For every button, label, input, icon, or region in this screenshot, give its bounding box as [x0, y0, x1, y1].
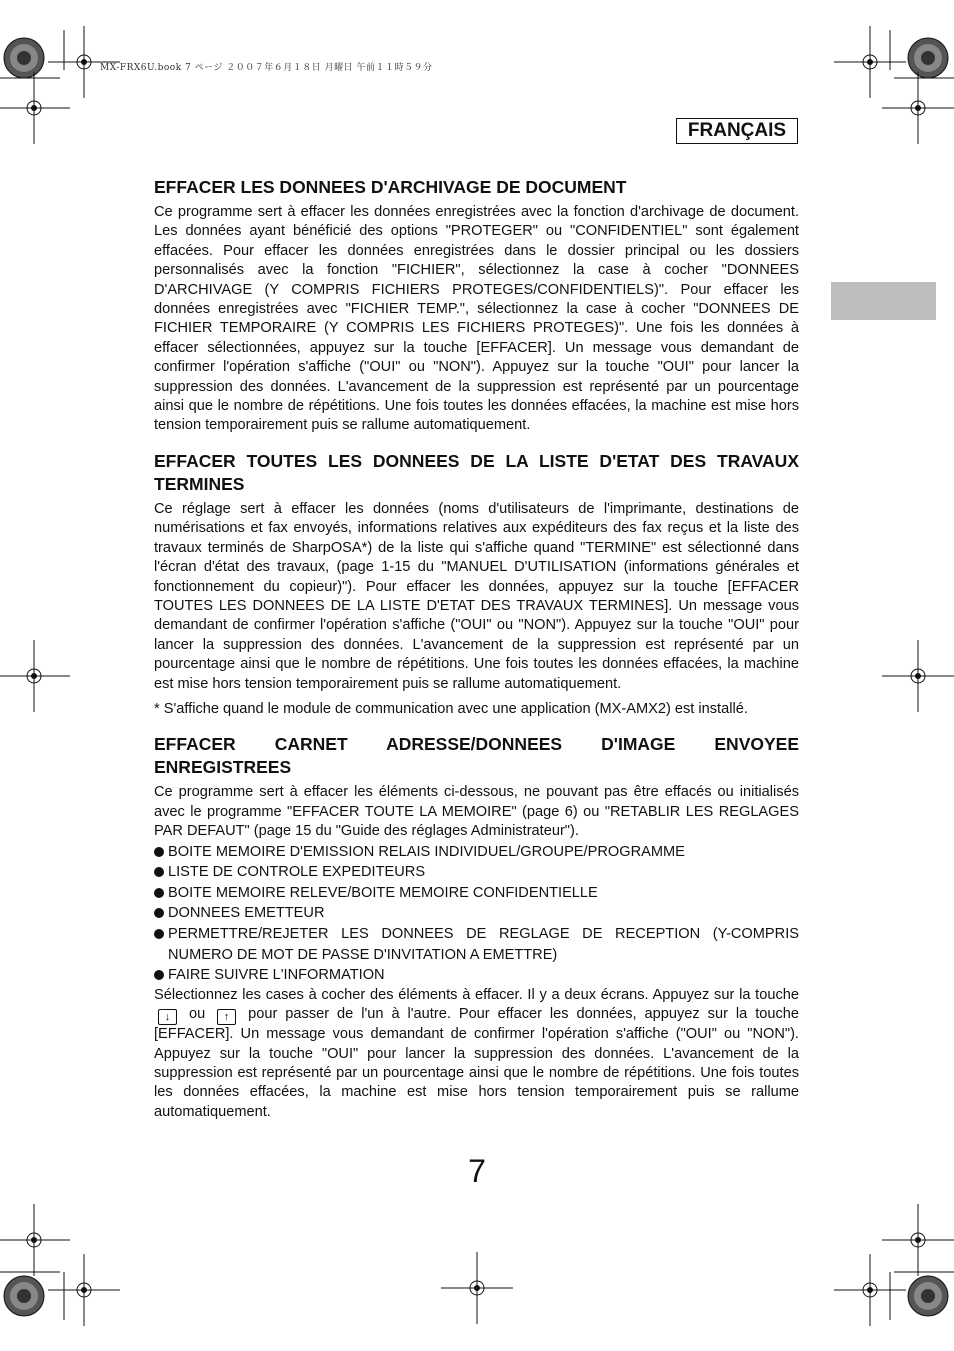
- closing-paragraph: Sélectionnez les cases à cocher des éléments à effacer. Il y a deux écrans. Appuyez sur la touche ↓ ou ↑ pour passer de l'un à l'autre. Pour effacer les données, appuyez sur la touche [EFFACER]. Un message vous demandant de confirmer l'opération s'affiche ("OUI" ou "NON"). Appuyez sur la touche "OUI" pour lancer la suppression des données. L'avancement de la suppression est représenté par un pourcentage ainsi que le nombre de répétitions. Une fois toutes les données effacées, la machine est mise hors tension temporairement puis se rallume automatiquement.: [154, 986, 800, 1120]
- bullet-icon: [154, 847, 164, 857]
- list-item: LISTE DE CONTROLE EXPEDITEURS: [154, 862, 799, 883]
- section-job-status-list: [154, 450, 799, 719]
- arrow-down-key-icon: ↓: [158, 1009, 177, 1025]
- book-file-info: MX-FRX6U.book 7 ページ ２００７年６月１８日 月曜日 午前１１時５９分: [100, 63, 433, 73]
- section-heading: EFFACER CARNET ADRESSE/DONNEES D'IMAGE ENVOYEE ENREGISTREES: [154, 734, 799, 778]
- list-item: FAIRE SUIVRE L'INFORMATION: [154, 965, 799, 986]
- section-body: Ce réglage sert à effacer les données (noms d'utilisateurs de l'imprimante, destinations de numérisations et fax envoyés, informations relatives aux expéditeurs des fax reçus et la liste des travaux terminés de SharpOSA*) de la liste qui s'affiche quand "TERMINE" est sélectionné dans l'écran d'état des travaux, (page 1-15 du "MANUEL D'UTILISATION (informations générales et fonctionnement du copieur)"). Pour effacer les données, appuyez sur la touche [EFFACER TOUTES LES DONNEES DE LA LISTE D'ETAT DES TRAVAUX TERMINES]. Un message vous demandant de confirmer l'opération s'affiche ("OUI" ou "NON"). Appuyez sur la touche "OUI" pour lancer la suppression des données. L'avancement de la suppression est représenté par un pourcentage ainsi que le nombre de répétitions. Une fois toutes les données effacées, la machine est mise hors tension temporairement puis se rallume automatiquement.: [154, 500, 799, 692]
- page-number: 7: [468, 1153, 486, 1189]
- bullet-icon: [154, 888, 164, 898]
- item-list: [154, 842, 799, 986]
- language-badge: FRANÇAIS: [676, 118, 798, 144]
- list-item: BOITE MEMOIRE D'EMISSION RELAIS INDIVIDUEL/GROUPE/PROGRAMME: [154, 842, 799, 863]
- bullet-icon: [154, 867, 164, 877]
- bullet-icon: [154, 929, 164, 939]
- page-content: [154, 176, 799, 1136]
- section-heading: EFFACER TOUTES LES DONNEES DE LA LISTE D'ETAT DES TRAVAUX TERMINES: [154, 450, 799, 494]
- list-item: DONNEES EMETTEUR: [154, 903, 799, 924]
- arrow-up-key-icon: ↑: [217, 1009, 236, 1025]
- bullet-icon: [154, 908, 164, 918]
- bullet-icon: [154, 970, 164, 980]
- footnote: * S'affiche quand le module de communication avec une application (MX-AMX2) est installé.: [154, 700, 748, 717]
- section-body: Ce programme sert à effacer les données enregistrées avec la fonction d'archivage de document. Les données ayant bénéficié des options "PROTEGER" ou "CONFIDENTIEL" sont également effacées. Pour effacer les données enregistrées dans le dossier principal ou les dossiers personnalisés avec la fonction "FICHIER", sélectionnez la case à cocher "DONNEES D'ARCHIVAGE (Y COMPRIS FICHIERS PROTEGES/CONFIDENTIELS)". Pour effacer les données enregistrées avec "FICHIER TEMP.", sélectionnez la case à cocher "DONNEES DE FICHIER TEMPORAIRE (Y COMPRIS LES FICHIERS PROTEGES)". Une fois les données à effacer sélectionnées, appuyez sur la touche [EFFACER]. Un message vous demandant de confirmer l'opération s'affiche ("OUI" ou "NON"). Appuyez sur la touche "OUI" pour lancer la suppression des données. L'avancement de la suppression est représenté par un pourcentage ainsi que le nombre de répétitions. Une fois toutes les données effacées, la machine est mise hors tension temporairement puis se rallume automatiquement.: [154, 204, 799, 434]
- list-item: PERMETTRE/REJETER LES DONNEES DE REGLAGE DE RECEPTION (Y-COMPRIS NUMERO DE MOT DE PASSE D'INVITATION A EMETTRE): [154, 924, 799, 965]
- section-document-archiving: [154, 176, 799, 436]
- list-item: BOITE MEMOIRE RELEVE/BOITE MEMOIRE CONFIDENTIELLE: [154, 883, 799, 904]
- section-tab-marker: [831, 282, 936, 320]
- section-address-book: [154, 733, 799, 1122]
- section-body: Ce programme sert à effacer les éléments ci-dessous, ne pouvant pas être effacés ou initialisés avec le programme "EFFACER TOUTE LA MEMOIRE" (page 6) ou "RETABLIR LES REGLAGES PAR DEFAUT" (page 15 du "Guide des réglages Administrateur").: [154, 784, 799, 840]
- section-heading: EFFACER LES DONNEES D'ARCHIVAGE DE DOCUMENT: [154, 177, 627, 197]
